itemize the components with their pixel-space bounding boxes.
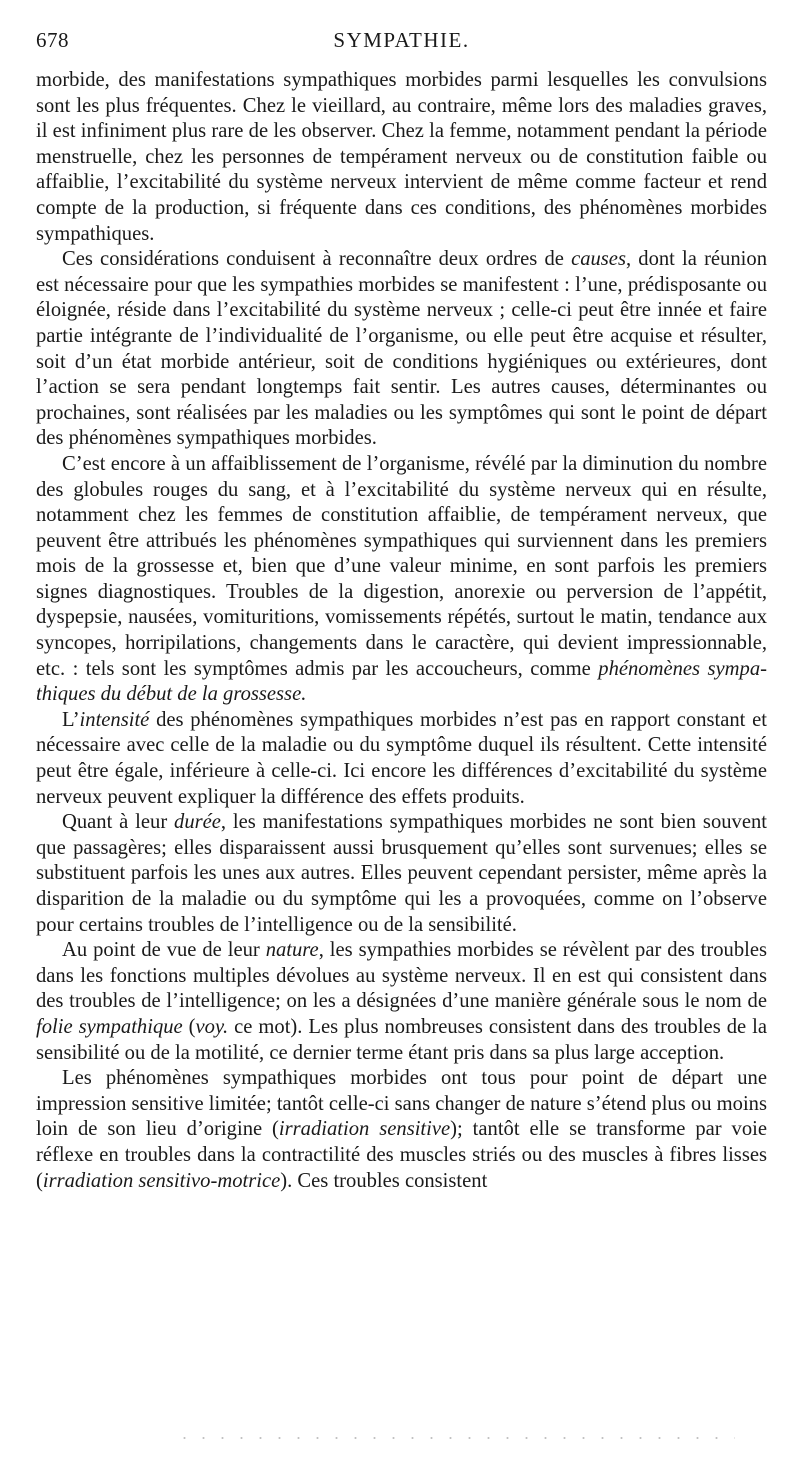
text-run: L’ [62, 708, 80, 731]
running-title: SYMPATHIE. [333, 28, 470, 52]
text-run: Quant à leur [62, 811, 175, 834]
text-run: , les sympathies morbides se révèlent par des troubles dans les fonctions multiples dévolues au système nerveux. Il en est qui consistent dans des troubles de l’intelligence; on les a désignées d’une manière générale sous le nom de [36, 939, 767, 1013]
text-run: ); tantôt elle se transforme par voie réflexe en troubles dans la contractilité des muscles striés ou des muscles à fibres lisses ( [36, 1118, 767, 1192]
body-text [36, 68, 767, 1194]
page-number: 678 [36, 28, 69, 52]
italic-run: voy. [195, 1015, 229, 1038]
italic-run: folie sympathique [36, 1015, 183, 1038]
italic-run: irradiation sensitive [278, 1118, 451, 1141]
text-run: morbide, des manifestations sympathiques morbides parmi lesquelles les convulsions sont les plus fréquentes. Chez le vieillard, au contraire, même lors des maladies graves, il est infiniment plus rare de les observer. Chez la femme, notamment pendant la période menstruelle, chez les personnes de tempérament nerveux ou de constitution faible ou affaiblie, l’excitabilité du système nerveux intervient de même comme facteur et rend compte de la production, si fréquente dans ces conditions, des phénomènes morbides sympathiques. [36, 69, 767, 245]
paragraph [36, 68, 767, 247]
scan-artifact-dots [175, 1436, 735, 1440]
italic-run: intensité [79, 708, 150, 731]
text-run: Au point de vue de leur [62, 939, 266, 962]
running-head [36, 28, 767, 62]
paragraph [36, 452, 767, 708]
text-run: Les phénomènes sympathiques morbides ont tous pour point de départ une impression sensitive limitée; tantôt celle-ci sans changer de nature s’étend plus ou moins loin de son lieu d’origine ( [36, 1067, 767, 1141]
text-run: ). Ces troubles consistent [280, 1169, 488, 1192]
italic-run: nature [265, 939, 319, 962]
paragraph [36, 708, 767, 810]
text-run: , dont la réunion est nécessaire pour que les sympathies morbides se manifestent : l’une, prédisposante ou éloignée, réside dans l’excitabilité du système nerveux ; celle-ci peut être innée et faire partie intégrante de l’individualité de l’organisme, ou elle peut être acquise et résulter, soit d’un état morbide antérieur, soit de conditions hygiéniques ou extérieures, dont l’action se sera pendant longtemps fait sentir. Les autres causes, déterminantes ou prochaines, sont réalisées par les maladies ou les symptômes qui sont le point de départ des phénomènes sympathiques morbides. [36, 248, 767, 450]
text-run: ( [182, 1015, 196, 1038]
text-run: C’est encore à un affaiblissement de l’organisme, révélé par la diminution du nombre des globules rouges du sang, et à l’excitabilité du système nerveux qui en résulte, notamment chez les femmes de constitution affaiblie, de tempérament nerveux, que peuvent être attribués les phénomènes sympathiques qui surviennent dans les premiers mois de la grossesse et, bien que d’une valeur minime, en sont parfois les premiers signes diagnostiques. Troubles de la digestion, anorexie ou perversion de l’appétit, dyspepsie, nausées, vomituritions, vomissements répétés, surtout le matin, tendance aux syncopes, horripilations, changements dans le caractère, qui devient impressionnable, etc. : tels sont les symptômes admis par les accoucheurs, comme [36, 452, 767, 680]
paragraph [36, 247, 767, 452]
italic-run: phénomènes sympathiques du début de la grossesse. [36, 657, 767, 706]
paragraph [36, 1066, 767, 1194]
text-run: Ces considérations conduisent à reconnaître deux ordres de [62, 248, 572, 271]
paragraph [36, 810, 767, 938]
text-run: ce mot). Les plus nombreuses consistent dans des troubles de la sensibilité ou de la motilité, ce dernier terme étant pris dans sa plus large acception. [36, 1015, 767, 1064]
text-run: , les manifestations sympathiques morbides ne sont bien souvent que passagères; elles disparaissent aussi brusquement qu’elles sont survenues; elles se substituent parfois les unes aux autres. Elles peuvent cependant persister, même après la disparition de la maladie ou du symptôme qui les a provoquées, comme on l’observe pour certains troubles de l’intelligence ou de la sensibilité. [36, 811, 767, 936]
document-page [36, 28, 767, 1194]
text-run: des phénomènes sympathiques morbides n’est pas en rapport constant et nécessaire avec celle de la maladie ou du symptôme duquel ils résultent. Cette intensité peut être égale, inférieure à celle-ci. Ici encore les différences d’excitabilité du système nerveux peuvent expliquer la différence des effets produits. [36, 708, 767, 808]
paragraph [36, 938, 767, 1066]
italic-run: irradiation sensitivo-motrice [42, 1169, 281, 1192]
italic-run: durée [174, 811, 221, 834]
italic-run: causes [571, 248, 626, 271]
